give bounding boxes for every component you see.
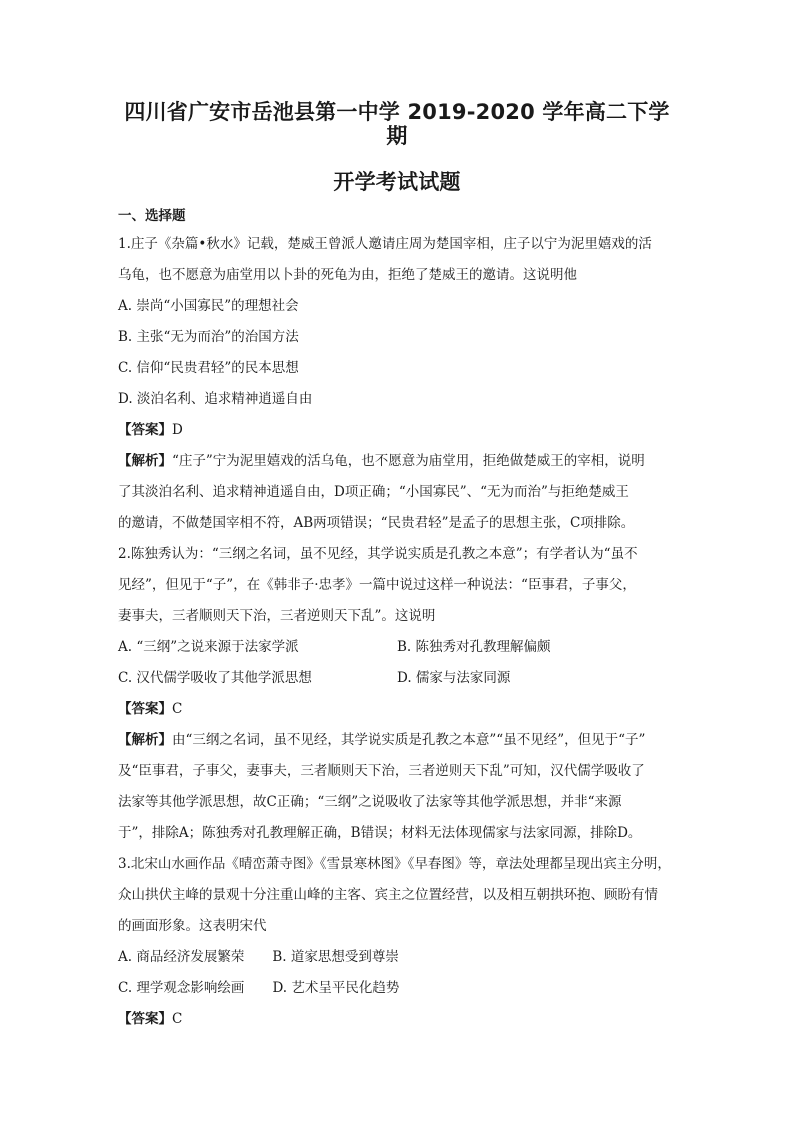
answer-tag: 【答案】 (118, 701, 172, 717)
q2-analysis-line-2: 及“臣事君，子事父，妻事夫，三者顺则天下治，三者逆则天下乱”可知，汉代儒学吸收了 (118, 763, 645, 779)
q3-option-a: A. 商品经济发展繁荣 (118, 949, 245, 965)
q1-analysis-line-1 (118, 446, 676, 477)
analysis-text: 由“三纲之名词，虽不见经，其学说实质是孔教之本意”“虽不见经”，但见于“子” (172, 732, 646, 748)
q2-answer (118, 694, 676, 725)
q2-stem-line-2: 见经”，但见于“子”，在《韩非子·忠孝》一篇中说过这样一种说法：“臣事君，子事父， (118, 577, 636, 593)
q2-stem-line-3: 妻事夫，三者顺则天下治，三者逆则天下乱”。这说明 (118, 608, 436, 624)
q2-option-b: B. 陈独秀对孔教理解偏颇 (397, 639, 551, 655)
answer-tag: 【答案】 (118, 422, 172, 438)
q2-analysis-line-1 (118, 725, 676, 756)
question-3 (118, 849, 676, 1035)
q3-stem-line-3: 的画面形象。这表明宋代 (118, 918, 267, 934)
q1-stem-line-1: 1.庄子《杂篇•秋水》记载，楚威王曾派人邀请庄周为楚国宰相，庄子以宁为泥里嬉戏的活 (118, 236, 652, 252)
q2-stem-line-1: 2.陈独秀认为：“三纲之名词，虽不见经，其学说实质是孔教之本意”；有学者认为“虽不 (118, 546, 638, 562)
q1-option-b: B. 主张“无为而治”的治国方法 (118, 329, 299, 345)
section-heading: 一、选择题 (118, 208, 186, 224)
q2-analysis-line-3: 法家等其他学派思想，故C正确；“三纲”之说吸收了法家等其他学派思想，并非“来源 (118, 794, 622, 810)
q1-answer (118, 415, 676, 446)
analysis-text: “庄子”宁为泥里嬉戏的活乌龟，也不愿意为庙堂用，拒绝做楚威王的宰相，说明 (172, 453, 645, 469)
q3-options-row-2 (118, 973, 676, 1004)
q3-stem-line-1: 3.北宋山水画作品《晴峦萧寺图》《雪景寒林图》《早春图》等，章法处理都呈现出宾主分明， (118, 856, 671, 872)
q2-option-c: C. 汉代儒学吸收了其他学派思想 (118, 670, 312, 686)
answer-value: D (172, 422, 183, 438)
analysis-tag: 【解析】 (118, 732, 172, 748)
q2-option-a: A. “三纲”之说来源于法家学派 (118, 639, 299, 655)
q3-stem-line-2: 众山拱伏主峰的景观十分注重山峰的主客、宾主之位置经营，以及相互朝拱环抱、顾盼有情 (118, 887, 658, 903)
q2-option-d: D. 儒家与法家同源 (397, 670, 511, 686)
q2-options-row-2 (118, 663, 676, 694)
question-2 (118, 539, 676, 849)
q1-option-a: A. 崇尚“小国寡民”的理想社会 (118, 298, 299, 314)
document-title-line-1: 四川省广安市岳池县第一中学 2019-2020 学年高二下学期 (124, 100, 670, 148)
analysis-tag: 【解析】 (118, 453, 172, 469)
q1-analysis-line-3: 的邀请，不做楚国宰相不符，AB两项错误；“民贵君轻”是孟子的思想主张，C项排除。 (118, 515, 635, 531)
q3-option-b: B. 道家思想受到尊崇 (272, 949, 399, 965)
answer-tag: 【答案】 (118, 1011, 172, 1027)
q1-option-c: C. 信仰“民贵君轻”的民本思想 (118, 360, 299, 376)
q3-options-row-1 (118, 942, 676, 973)
q1-option-d: D. 淡泊名利、追求精神逍遥自由 (118, 391, 313, 407)
q3-option-d: D. 艺术呈平民化趋势 (272, 980, 400, 996)
q1-analysis-line-2: 了其淡泊名利、追求精神逍遥自由，D项正确；“小国寡民”、“无为而治”与拒绝楚威王 (118, 484, 629, 500)
answer-value: C (172, 1011, 183, 1027)
q3-option-c: C. 理学观念影响绘画 (118, 980, 245, 996)
q2-options-row-1 (118, 632, 676, 663)
q2-analysis-line-4: 于”，排除A；陈独秀对孔教理解正确，B错误；材料无法体现儒家与法家同源，排除D。 (118, 825, 642, 841)
answer-value: C (172, 701, 183, 717)
question-1 (118, 229, 676, 539)
q3-answer (118, 1004, 676, 1035)
document-title-line-2: 开学考试试题 (333, 170, 461, 194)
q1-stem-line-2: 乌龟，也不愿意为庙堂用以卜卦的死龟为由，拒绝了楚威王的邀请。这说明他 (118, 267, 577, 283)
